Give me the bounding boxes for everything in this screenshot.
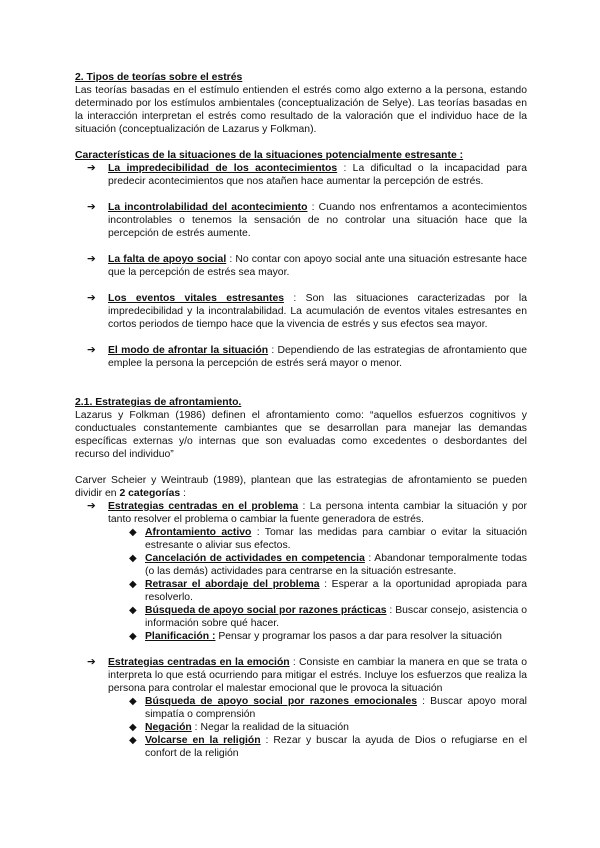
item-text: : Son las situaciones caracterizadas por la impredecibilidad y la incontralabilidad. La acumulación de eventos vitales estresantes en cortos periodos de tiempo hace que la vivencia de estrés y sus efectos sea mayor. [108,293,527,330]
item-text: : La dificultad o la incapacidad para predecir acontecimientos que nos atañen hace aumentar la percepción de estrés. [108,163,527,187]
section-body-tipos: Las teorías basadas en el estímulo entienden el estrés como algo externo a la persona, estando determinado por los estímulos ambientales (conceptualización de Selye). Las teorías basadas en la interacción interpretan el estrés como resultado de la valoración que el individuo hace de la situación (conceptualización de Lazarus y Folkman). [75,85,527,135]
item-title: El modo de afrontar la situación [108,345,269,356]
sub-title: Retrasar el abordaje del problema [145,579,320,590]
sub-item [75,552,527,578]
item-text: : Consiste en cambiar la manera en que se trata o interpreta lo que está ocurriendo para mitigar el estrés. Incluye los esfuerzos que realiza la persona para controlar el malestar emocional que le provoca la situación [108,657,527,694]
sub-title: Búsqueda de apoyo social por razones prácticas [145,605,387,616]
list-item [75,292,527,331]
sub-title: Negación [145,722,192,733]
sub-title: Cancelación de actividades en competencia [145,553,365,564]
sub-text: Pensar y programar los pasos a dar para resolver la situación [215,631,502,642]
list-item [75,344,527,370]
diamond-icon: ◆ [129,527,137,538]
sub-item [75,721,527,734]
arrow-icon: ➔ [87,501,96,512]
item-title: Estrategias centradas en la emoción [108,657,290,668]
sub-item [75,604,527,630]
sub-text: : Buscar consejo, asistencia o información sobre qué hacer. [145,605,527,629]
sub-text: : Abandonar temporalmente todas (o las demás) actividades para centrarse en la situación estresante. [145,553,527,577]
diamond-icon: ◆ [129,605,137,616]
item-title: Estrategias centradas en el problema [108,501,299,512]
carver-intro: Carver Scheier y Weintraub (1989), plantean que las estrategias de afrontamiento se pueden dividir en [75,475,527,499]
strategy-problem [75,500,527,526]
sub-text: : Negar la realidad de la situación [191,722,349,733]
sub-text: : Rezar y buscar la ayuda de Dios o refugiarse en el confort de la religión [145,735,527,759]
diamond-icon: ◆ [129,579,137,590]
arrow-icon: ➔ [87,345,96,356]
sub-title: Planificación : [145,631,216,642]
lazarus-definition: Lazarus y Folkman (1986) definen el afrontamiento como: “aquellos esfuerzos cognitivos y conductuales constantemente cambiantes que se desarrollan para manejar las demandas específicas externas y/o internas que son evaluadas como excedentes o desbordantes del recurso del individuo” [75,410,527,460]
sub-item [75,630,527,643]
item-text: : Cuando nos enfrentamos a acontecimientos incontrolables o tenemos la sensación de no controlar una situación hace que la percepción de estrés aumente. [108,202,527,239]
section-heading-tipos: 2. Tipos de teorías sobre el estrés [75,72,243,83]
item-title: La falta de apoyo social [108,254,227,265]
arrow-icon: ➔ [87,293,96,304]
carver-categories: 2 categorías [119,488,181,499]
diamond-icon: ◆ [129,631,137,642]
diamond-icon: ◆ [129,722,137,733]
section-heading-estrategias: 2.1. Estrategias de afrontamiento. [75,397,242,408]
sub-title: Búsqueda de apoyo social por razones emocionales [145,696,418,707]
diamond-icon: ◆ [129,696,137,707]
arrow-icon: ➔ [87,254,96,265]
sub-text: : Buscar apoyo moral simpatía o comprensión [145,696,527,720]
arrow-icon: ➔ [87,657,96,668]
diamond-icon: ◆ [129,553,137,564]
sub-item [75,695,527,721]
arrow-icon: ➔ [87,163,96,174]
item-text: : No contar con apoyo social ante una situación estresante hace que la percepción de estrés sea mayor. [108,254,527,278]
arrow-icon: ➔ [87,202,96,213]
sub-item [75,526,527,552]
diamond-icon: ◆ [129,735,137,746]
strategy-emotion [75,656,527,695]
sub-text: : Esperar a la oportunidad apropiada para resolverlo. [145,579,527,603]
item-title: Los eventos vitales estresantes [108,293,284,304]
item-text: : La persona intenta cambiar la situación y por tanto resolver el problema o cambiar la fuente generadora de estrés. [108,501,527,525]
list-item [75,201,527,240]
carver-end: : [180,488,186,499]
characteristics-heading: Características de la situaciones de la situaciones potencialmente estresante : [75,150,464,161]
sub-text: : Tomar las medidas para cambiar o evitar la situación estresante o aliviar sus efectos. [145,527,528,551]
list-item [75,253,527,279]
item-title: La impredecibilidad de los acontecimientos [108,163,338,174]
sub-item [75,578,527,604]
item-title: La incontrolabilidad del acontecimiento [108,202,308,213]
sub-item [75,734,527,760]
item-text: : Dependiendo de las estrategias de afrontamiento que emplee la persona la percepción de estrés será mayor o menor. [108,345,527,369]
sub-title: Afrontamiento activo [145,527,252,538]
list-item [75,162,527,188]
sub-title: Volcarse en la religión [145,735,261,746]
carver-paragraph [75,474,527,500]
document-page [75,71,527,760]
